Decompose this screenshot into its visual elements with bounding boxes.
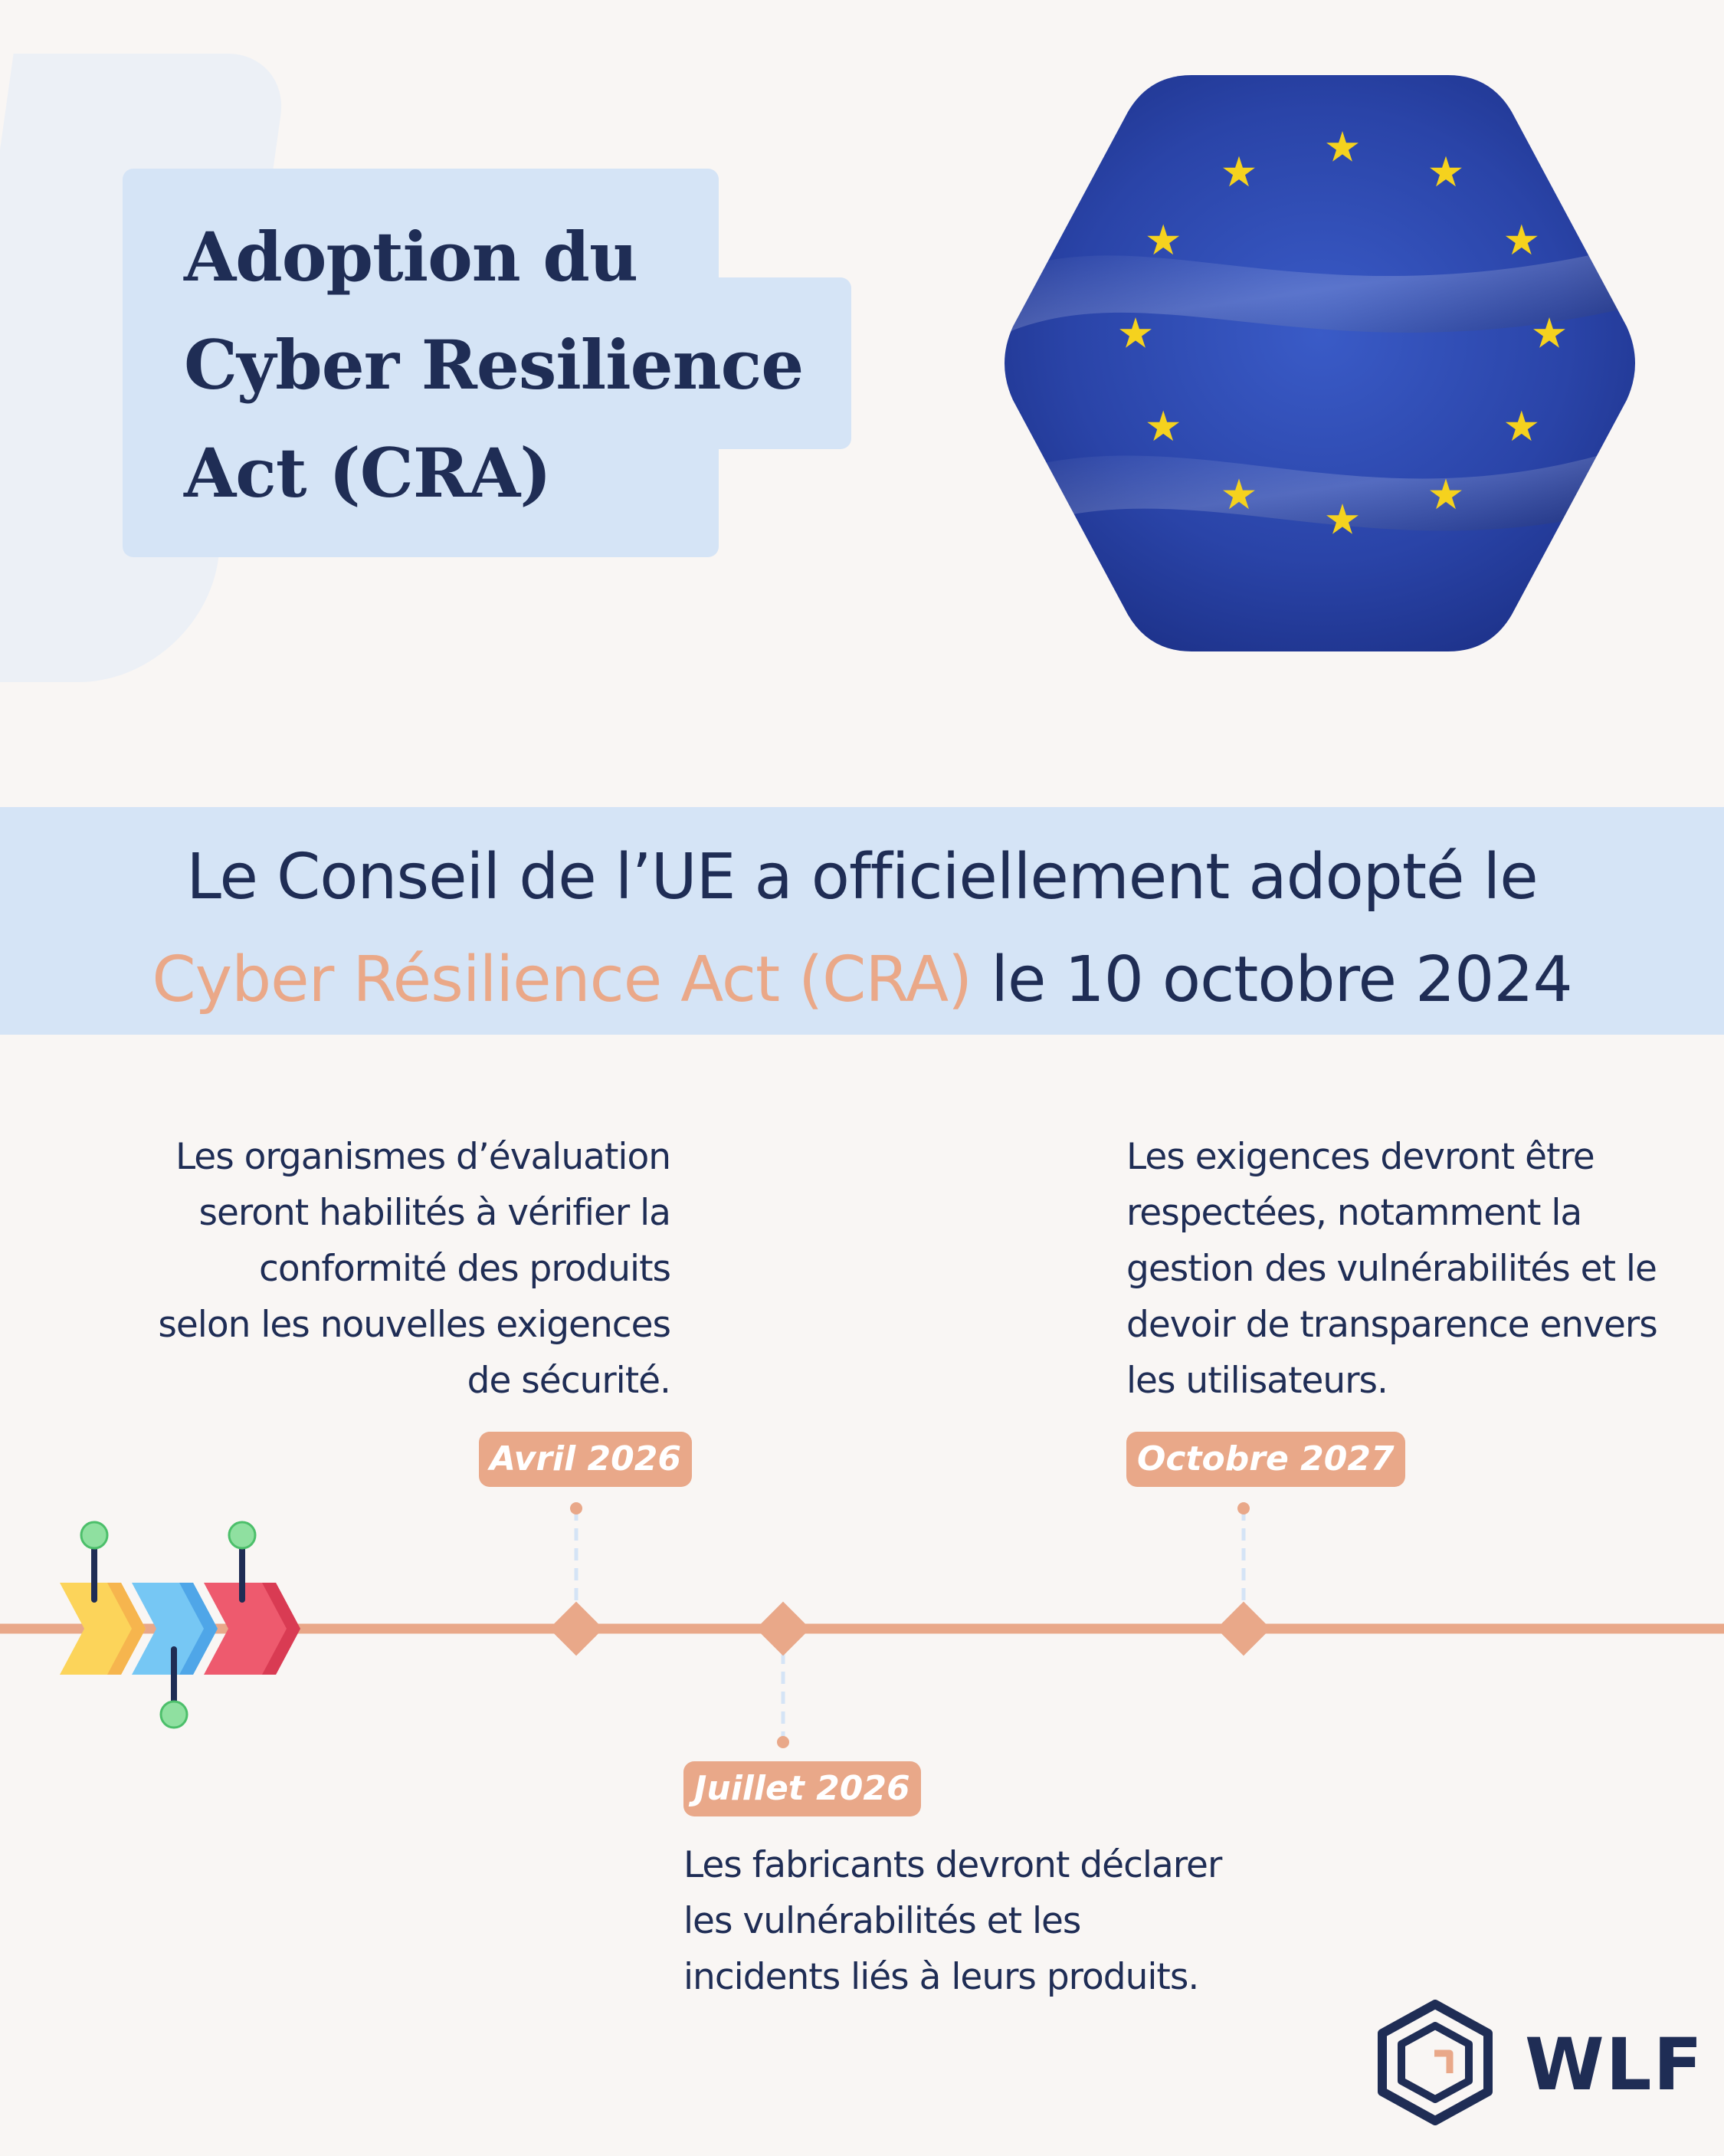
milestone-text-line: selon les nouvelles exigences [158, 1304, 670, 1346]
milestone-date-badge: Octobre 2027 [1126, 1432, 1405, 1487]
announcement-date: le 10 octobre 2024 [972, 943, 1572, 1016]
announcement-line-2 [0, 929, 1724, 1032]
page-title [184, 203, 843, 527]
wlf-hexagon-logo-icon [1376, 2000, 1494, 2125]
milestone-text-line: de sécurité. [467, 1360, 670, 1402]
milestone-description [683, 1837, 1266, 2005]
title-line: Adoption du [184, 217, 637, 297]
milestone-marker [756, 1602, 811, 1748]
milestone-text-line: Les fabricants devront déclarer [683, 1844, 1222, 1886]
milestone-date-badge: Juillet 2026 [683, 1761, 921, 1816]
process-arrows-icon [60, 1522, 300, 1728]
milestone-text-line: gestion des vulnérabilités et le [1126, 1248, 1657, 1290]
milestone-text-line: conformité des produits [259, 1248, 670, 1290]
milestone-text-line: Les exigences devront être [1126, 1136, 1595, 1178]
milestone-marker [1217, 1502, 1271, 1656]
announcement-highlight: Cyber Résilience Act (CRA) [152, 943, 972, 1016]
milestone-text-line: incidents liés à leurs produits. [683, 1956, 1199, 1998]
eu-flag [1000, 75, 1640, 651]
milestone-date-badge: Avril 2026 [479, 1432, 692, 1487]
milestone-text-line: respectées, notamment la [1126, 1192, 1582, 1234]
title-line: Cyber Resilience [184, 325, 804, 405]
milestone-text-line: devoir de transparence envers [1126, 1304, 1657, 1346]
brand-logo-text: WLF [1525, 2023, 1704, 2107]
title-line: Act (CRA) [184, 433, 551, 513]
timeline [0, 1456, 1724, 1778]
milestone-text-line: les vulnérabilités et les [683, 1900, 1081, 1942]
announcement-text [0, 826, 1724, 1032]
milestone-text-line: seront habilités à vérifier la [198, 1192, 670, 1234]
announcement-line-1: Le Conseil de l’UE a officiellement adopté le [186, 841, 1538, 914]
milestone-text-line: Les organismes d’évaluation [175, 1136, 670, 1178]
milestone-marker [549, 1502, 604, 1656]
milestone-description [115, 1129, 670, 1409]
milestone-description [1126, 1129, 1709, 1409]
milestone-text-line: les utilisateurs. [1126, 1360, 1388, 1402]
